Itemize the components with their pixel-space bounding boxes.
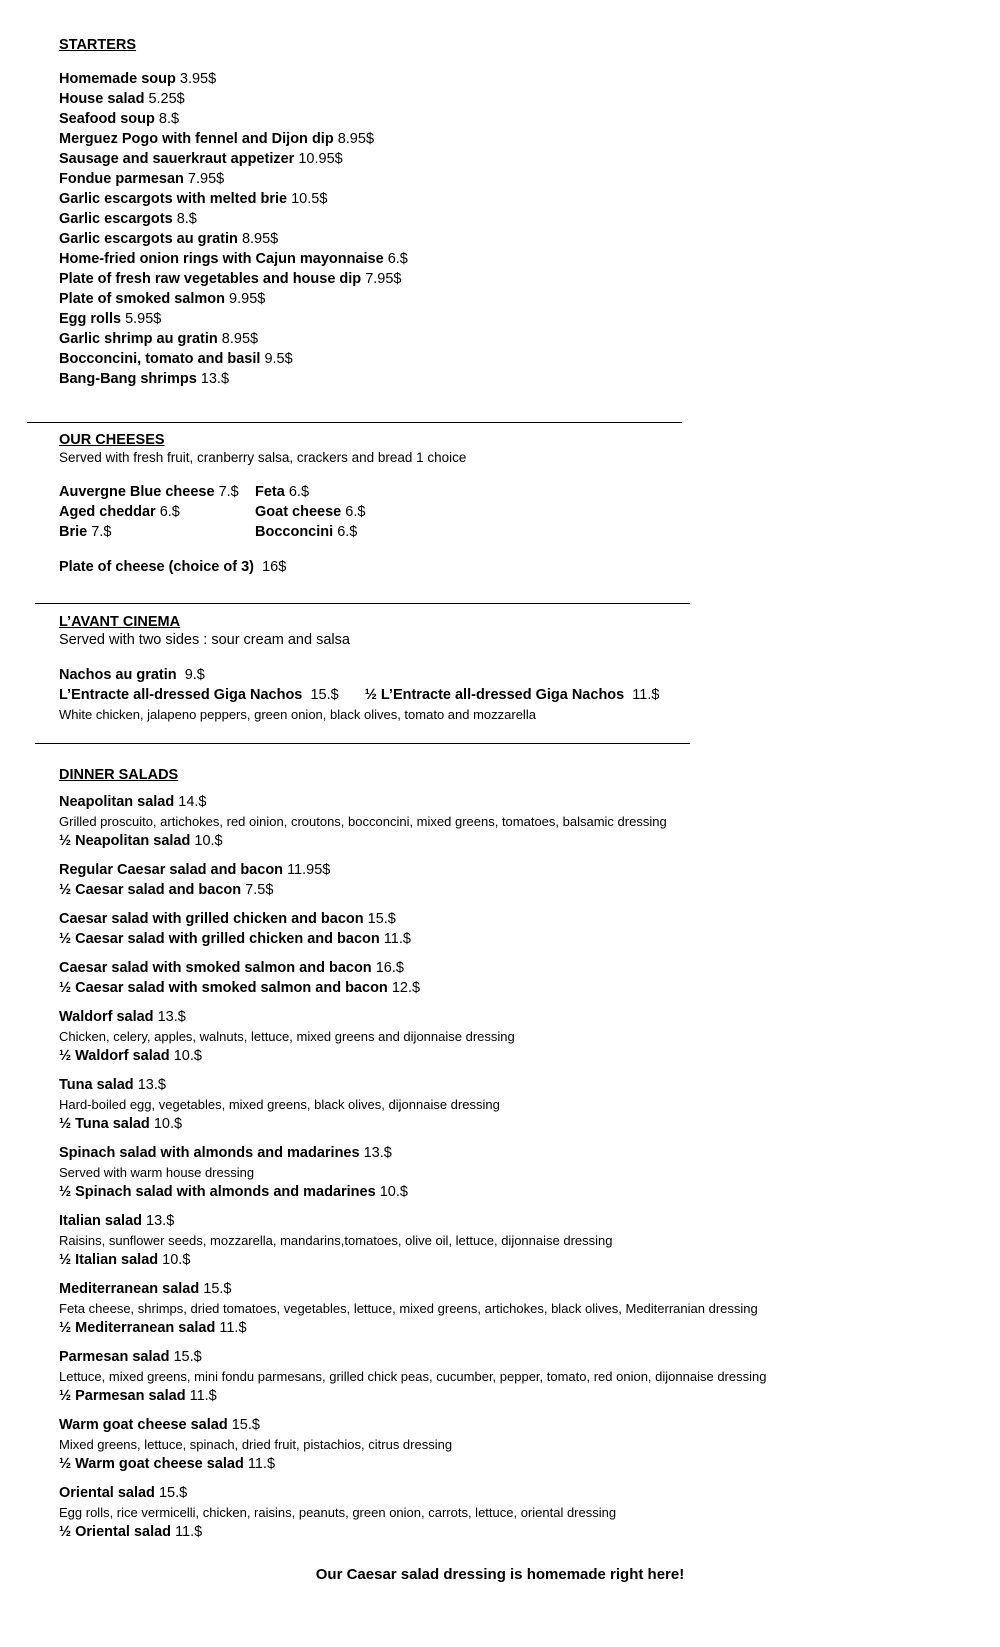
item-name: ½ Italian salad	[59, 1252, 159, 1268]
cheese-plate-price: 16$	[262, 559, 287, 575]
item-price: 15.$	[203, 1281, 232, 1297]
salad-name-row	[59, 1415, 919, 1435]
item-price: 7.$	[91, 524, 112, 540]
nachos-item	[59, 665, 919, 685]
item-name: House salad	[59, 91, 145, 107]
item-price: 9.95$	[229, 291, 266, 307]
item-price: 13.$	[363, 1145, 392, 1161]
cheese-item	[59, 522, 255, 542]
salad-item	[59, 1211, 919, 1270]
item-price: 10.$	[379, 1184, 408, 1200]
salad-item	[59, 909, 919, 949]
salad-item	[59, 1075, 919, 1134]
salad-description: Hard-boiled egg, vegetables, mixed greens, black olives, dijonnaise dressing	[59, 1097, 500, 1112]
item-name: ½ Parmesan salad	[59, 1388, 186, 1404]
item-price: 8.95$	[241, 231, 279, 247]
item-price: 8.$	[176, 211, 197, 227]
nachos-price: 9.$	[184, 667, 205, 683]
item-name: Mediterranean salad	[59, 1281, 200, 1297]
item-name: Waldorf salad	[59, 1009, 154, 1025]
salad-item	[59, 860, 919, 900]
item-name: Plate of fresh raw vegetables and house dip	[59, 271, 362, 287]
item-price: 10.5$	[291, 191, 328, 207]
giga-nachos-name: L’Entracte all-dressed Giga Nachos	[59, 687, 303, 703]
salad-description: Mixed greens, lettuce, spinach, dried fruit, pistachios, citrus dressing	[59, 1437, 453, 1452]
half-salad-row	[59, 1318, 919, 1338]
item-price: 15.$	[173, 1349, 202, 1365]
cheese-item	[255, 522, 455, 542]
item-name: ½ Neapolitan salad	[59, 833, 191, 849]
item-name: ½ Warm goat cheese salad	[59, 1456, 244, 1472]
cheeses-heading: OUR CHEESES	[59, 432, 165, 448]
starter-item	[59, 89, 919, 109]
item-price: 13.$	[157, 1009, 186, 1025]
item-price: 15.$	[158, 1485, 188, 1501]
item-name: Bocconcini	[255, 524, 334, 540]
item-name: ½ Caesar salad and bacon	[59, 882, 242, 898]
item-price: 10.$	[173, 1048, 202, 1064]
item-name: Spinach salad with almonds and madarines	[59, 1145, 360, 1161]
item-name: Bocconcini, tomato and basil	[59, 351, 261, 367]
half-salad-row	[59, 1114, 919, 1134]
salad-description: Grilled proscuito, artichokes, red oinion, croutons, bocconcini, mixed greens, tomatoes, balsamic dressing	[59, 814, 667, 829]
item-name: Garlic escargots au gratin	[59, 231, 238, 247]
item-price: 15.$	[367, 911, 396, 927]
item-price: 6.$	[159, 504, 180, 520]
salad-item	[59, 1143, 919, 1202]
item-name: Auvergne Blue cheese	[59, 484, 215, 500]
salad-name-row	[59, 1007, 919, 1027]
item-name: Merguez Pogo with fennel and Dijon dip	[59, 131, 334, 147]
item-price: 10.$	[194, 833, 223, 849]
caesar-dressing-note: Our Caesar salad dressing is homemade right here!	[315, 1566, 685, 1583]
item-name: Tuna salad	[59, 1077, 134, 1093]
salad-name-row	[59, 1211, 919, 1231]
item-name: Goat cheese	[255, 504, 342, 520]
item-name: ½ Oriental salad	[59, 1524, 172, 1540]
half-salad-row	[59, 880, 919, 900]
salad-item	[59, 1007, 919, 1066]
cheese-item	[59, 502, 255, 522]
item-price: 12.$	[391, 980, 421, 996]
divider	[35, 603, 690, 604]
item-price: 6.$	[345, 504, 366, 520]
item-price: 9.5$	[264, 351, 293, 367]
avant-cinema-subtitle: Served with two sides : sour cream and salsa	[59, 632, 350, 648]
item-name: Bang-Bang shrimps	[59, 371, 197, 387]
salad-item	[59, 1347, 919, 1406]
cheese-item	[59, 482, 255, 502]
item-price: 8.95$	[337, 131, 375, 147]
cheese-plate	[59, 557, 919, 577]
item-price: 11.$	[247, 1456, 276, 1472]
cheese-item	[255, 502, 455, 522]
item-name: Oriental salad	[59, 1485, 155, 1501]
item-name: ½ Waldorf salad	[59, 1048, 170, 1064]
item-price: 8.$	[158, 111, 180, 127]
item-price: 13.$	[146, 1213, 175, 1229]
giga-nachos-price: 15.$	[310, 687, 339, 703]
salad-name-row	[59, 1075, 919, 1095]
half-salad-row	[59, 1182, 919, 1202]
salad-item	[59, 958, 919, 998]
item-price: 11.95$	[287, 862, 331, 878]
salad-description: Feta cheese, shrimps, dried tomatoes, vegetables, lettuce, mixed greens, artichokes, black olives, Mediterranian dressing	[59, 1301, 758, 1316]
starter-item	[59, 209, 919, 229]
half-salad-row	[59, 831, 919, 851]
item-price: 6.$	[387, 251, 408, 267]
item-name: Garlic shrimp au gratin	[59, 331, 218, 347]
salad-description: Served with warm house dressing	[59, 1165, 255, 1180]
item-name: Caesar salad with grilled chicken and bacon	[59, 911, 364, 927]
avant-cinema-section	[59, 613, 919, 724]
item-name: Sausage and sauerkraut appetizer	[59, 151, 295, 167]
item-name: Garlic escargots	[59, 211, 173, 227]
starter-item	[59, 109, 919, 129]
starter-item	[59, 169, 919, 189]
cheese-item	[255, 482, 455, 502]
salad-name-row	[59, 1483, 919, 1503]
cheeses-subtitle: Served with fresh fruit, cranberry salsa, crackers and bread 1 choice	[59, 450, 467, 465]
salads-list	[59, 792, 919, 1542]
starter-item	[59, 329, 919, 349]
salad-description: Lettuce, mixed greens, mini fondu parmesans, grilled chick peas, cucumber, pepper, tomato, red onion, dijonnaise dressing	[59, 1369, 767, 1384]
divider	[35, 743, 690, 744]
starter-item	[59, 369, 919, 389]
starters-heading: STARTERS	[59, 37, 137, 53]
cheese-plate-name: Plate of cheese (choice of 3)	[59, 559, 255, 575]
item-price: 8.95$	[221, 331, 259, 347]
starter-item	[59, 269, 919, 289]
item-name: ½ Mediterranean salad	[59, 1320, 216, 1336]
avant-cinema-heading: L’AVANT CINEMA	[59, 614, 181, 630]
salad-item	[59, 1279, 919, 1338]
item-price: 14.$	[178, 794, 207, 810]
half-giga-nachos-price: 11.$	[632, 687, 660, 703]
item-price: 7.95$	[187, 171, 225, 187]
salads-heading: DINNER SALADS	[59, 767, 179, 783]
starter-item	[59, 229, 919, 249]
item-name: Warm goat cheese salad	[59, 1417, 228, 1433]
item-price: 11.$	[175, 1524, 203, 1540]
half-salad-row	[59, 1522, 919, 1542]
item-name: Regular Caesar salad and bacon	[59, 862, 284, 878]
item-price: 13.$	[137, 1077, 166, 1093]
salad-name-row	[59, 1279, 919, 1299]
item-price: 7.$	[218, 484, 239, 500]
giga-nachos-description: White chicken, jalapeno peppers, green onion, black olives, tomato and mozzarella	[59, 707, 536, 722]
item-name: ½ Caesar salad with grilled chicken and bacon	[59, 931, 380, 947]
cheese-grid	[59, 482, 919, 542]
item-name: Fondue parmesan	[59, 171, 184, 187]
item-name: Feta	[255, 484, 285, 500]
item-name: Egg rolls	[59, 311, 122, 327]
divider	[27, 422, 682, 423]
item-price: 11.$	[189, 1388, 217, 1404]
half-salad-row	[59, 1454, 919, 1474]
item-price: 6.$	[337, 524, 358, 540]
starters-section	[59, 36, 919, 389]
starter-item	[59, 69, 919, 89]
item-name: Seafood soup	[59, 111, 155, 127]
salad-item	[59, 1415, 919, 1474]
item-name: ½ Caesar salad with smoked salmon and bacon	[59, 980, 388, 996]
item-price: 7.5$	[245, 882, 274, 898]
starter-item	[59, 309, 919, 329]
half-salad-row	[59, 1046, 919, 1066]
item-price: 3.95$	[179, 71, 217, 87]
item-price: 5.25$	[148, 91, 185, 107]
item-price: 10.95$	[298, 151, 343, 167]
salad-description: Chicken, celery, apples, walnuts, lettuce, mixed greens and dijonnaise dressing	[59, 1029, 515, 1044]
starter-item	[59, 249, 919, 269]
item-name: Aged cheddar	[59, 504, 156, 520]
salad-description: Egg rolls, rice vermicelli, chicken, raisins, peanuts, green onion, carrots, lettuce, oriental dressing	[59, 1505, 617, 1520]
item-price: 15.$	[231, 1417, 260, 1433]
giga-nachos-item	[59, 685, 919, 705]
item-name: ½ Tuna salad	[59, 1116, 150, 1132]
half-salad-row	[59, 1386, 919, 1406]
starter-item	[59, 289, 919, 309]
item-price: 7.95$	[365, 271, 402, 287]
salad-name-row	[59, 860, 919, 880]
item-price: 10.$	[162, 1252, 191, 1268]
salad-name-row	[59, 1143, 919, 1163]
salad-name-row	[59, 909, 919, 929]
salad-name-row	[59, 958, 919, 978]
item-name: Plate of smoked salmon	[59, 291, 225, 307]
item-price: 11.$	[383, 931, 411, 947]
salad-item	[59, 792, 919, 851]
item-name: Neapolitan salad	[59, 794, 175, 810]
salad-name-row	[59, 792, 919, 812]
salad-description: Raisins, sunflower seeds, mozzarella, mandarins,tomatoes, olive oil, lettuce, dijonnaise dressing	[59, 1233, 613, 1248]
salads-section	[59, 766, 919, 1551]
item-name: Parmesan salad	[59, 1349, 170, 1365]
item-name: Caesar salad with smoked salmon and bacon	[59, 960, 372, 976]
item-name: Garlic escargots with melted brie	[59, 191, 288, 207]
item-price: 13.$	[200, 371, 230, 387]
starter-item	[59, 189, 919, 209]
nachos-name: Nachos au gratin	[59, 667, 177, 683]
half-giga-nachos-name: ½ L’Entracte all-dressed Giga Nachos	[364, 687, 625, 703]
item-price: 11.$	[219, 1320, 247, 1336]
item-name: Brie	[59, 524, 88, 540]
item-name: Homemade soup	[59, 71, 176, 87]
cheeses-section	[59, 431, 919, 577]
half-salad-row	[59, 978, 919, 998]
starter-item	[59, 349, 919, 369]
salad-name-row	[59, 1347, 919, 1367]
item-name: Italian salad	[59, 1213, 143, 1229]
item-price: 5.95$	[125, 311, 162, 327]
item-price: 16.$	[375, 960, 404, 976]
item-name: ½ Spinach salad with almonds and madarines	[59, 1184, 376, 1200]
item-name: Home-fried onion rings with Cajun mayonnaise	[59, 251, 384, 267]
starter-item	[59, 129, 919, 149]
starters-list	[59, 69, 919, 389]
half-salad-row	[59, 1250, 919, 1270]
item-price: 10.$	[153, 1116, 183, 1132]
salad-item	[59, 1483, 919, 1542]
starter-item	[59, 149, 919, 169]
item-price: 6.$	[288, 484, 310, 500]
half-salad-row	[59, 929, 919, 949]
